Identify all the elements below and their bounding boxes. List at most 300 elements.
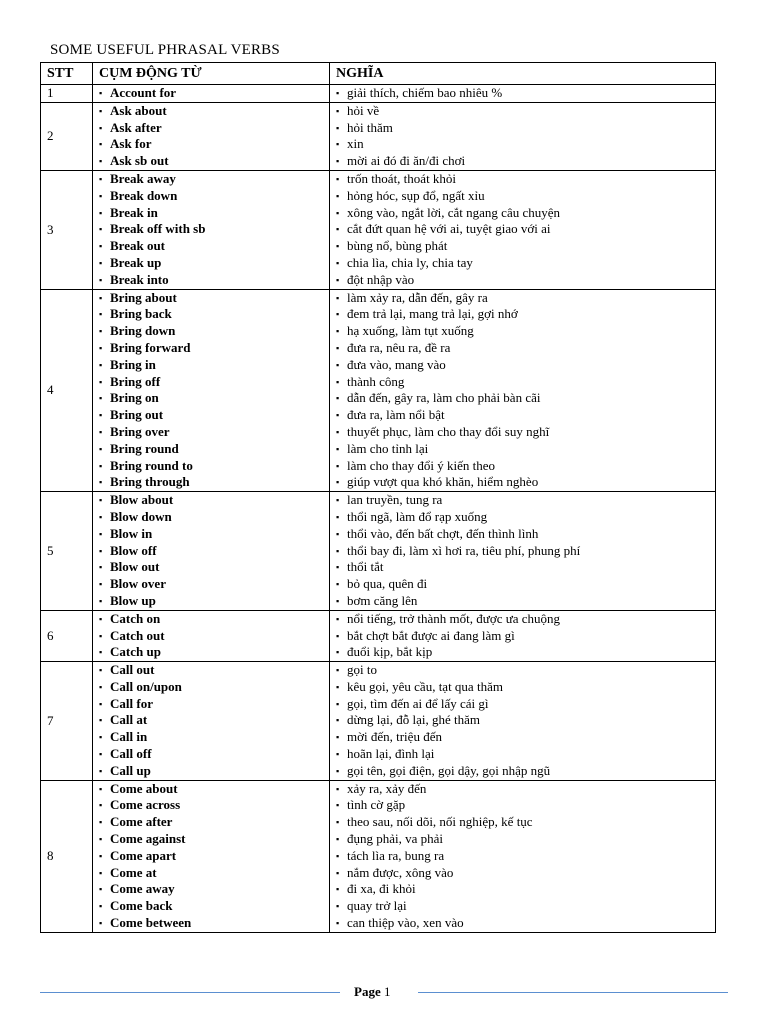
phrasal-verb-text: Bring forward: [110, 339, 191, 355]
bullet-icon: ▪: [99, 477, 103, 488]
meaning-text: cắt đứt quan hệ với ai, tuyệt giao với ai: [347, 221, 551, 237]
meaning-item: [336, 848, 709, 865]
phrasal-verb-text: Bring about: [110, 289, 177, 305]
meaning-text: hỏi về: [347, 102, 380, 118]
bullet-icon: ▪: [99, 613, 103, 624]
verb-cell: [93, 780, 330, 932]
bullet-icon: ▪: [336, 393, 340, 404]
bullet-icon: ▪: [99, 274, 103, 285]
phrasal-verb-text: Ask for: [110, 136, 152, 152]
bullet-icon: ▪: [99, 749, 103, 760]
phrasal-verb-text: Blow about: [110, 492, 174, 508]
phrasal-verb-text: Ask after: [110, 119, 162, 135]
phrasal-verb-text: Come apart: [110, 847, 177, 863]
bullet-icon: ▪: [99, 867, 103, 878]
bullet-icon: ▪: [336, 309, 340, 320]
meaning-text: hỏng hóc, sụp đổ, ngất xỉu: [347, 187, 485, 203]
meaning-text: tình cờ gặp: [347, 797, 406, 813]
phrasal-verb-item: [99, 290, 323, 307]
bullet-icon: ▪: [99, 359, 103, 370]
row-number: 2: [41, 102, 93, 170]
phrasal-verb-text: Bring on: [110, 390, 159, 406]
bullet-icon: ▪: [336, 274, 340, 285]
bullet-icon: ▪: [99, 732, 103, 743]
bullet-icon: ▪: [336, 867, 340, 878]
meaning-item: [336, 696, 709, 713]
phrasal-verb-item: [99, 848, 323, 865]
phrasal-verb-text: Break out: [110, 238, 166, 254]
meaning-text: đưa ra, nêu ra, đề ra: [347, 339, 451, 355]
phrasal-verb-item: [99, 153, 323, 170]
phrasal-verb-text: Call at: [110, 712, 148, 728]
phrasal-verb-item: [99, 679, 323, 696]
row-number: 4: [41, 289, 93, 492]
bullet-icon: ▪: [99, 156, 103, 167]
bullet-icon: ▪: [336, 647, 340, 658]
meaning-text: đi xa, đi khỏi: [347, 881, 416, 897]
phrasal-verb-item: [99, 357, 323, 374]
bullet-icon: ▪: [99, 173, 103, 184]
phrasal-verb-item: [99, 441, 323, 458]
table-row: [41, 492, 716, 611]
meaning-item: [336, 576, 709, 593]
bullet-icon: ▪: [336, 630, 340, 641]
bullet-icon: ▪: [336, 918, 340, 929]
document-title: SOME USEFUL PHRASAL VERBS: [50, 42, 280, 58]
phrasal-verb-text: Bring out: [110, 407, 164, 423]
bullet-icon: ▪: [99, 292, 103, 303]
phrasal-verb-text: Blow up: [110, 592, 156, 608]
bullet-icon: ▪: [336, 579, 340, 590]
phrasal-verb-item: [99, 205, 323, 222]
bullet-icon: ▪: [336, 749, 340, 760]
bullet-icon: ▪: [336, 207, 340, 218]
bullet-icon: ▪: [336, 122, 340, 133]
phrasal-verb-item: [99, 103, 323, 120]
phrasal-verb-text: Catch out: [110, 627, 165, 643]
bullet-icon: ▪: [99, 122, 103, 133]
phrasal-verb-item: [99, 543, 323, 560]
phrasal-verb-item: [99, 374, 323, 391]
header-verb: CỤM ĐỘNG TỪ: [93, 63, 330, 85]
meaning-item: [336, 526, 709, 543]
phrasal-verb-item: [99, 814, 323, 831]
meaning-item: [336, 746, 709, 763]
meaning-item: [336, 593, 709, 610]
phrasal-verb-item: [99, 272, 323, 289]
phrasal-verb-item: [99, 576, 323, 593]
bullet-icon: ▪: [99, 800, 103, 811]
phrasal-verb-text: Bring down: [110, 323, 176, 339]
phrasal-verb-item: [99, 729, 323, 746]
phrasal-verb-text: Account for: [110, 85, 177, 100]
row-number: 1: [41, 85, 93, 103]
meaning-text: đuổi kịp, bắt kịp: [347, 644, 433, 660]
row-number: 7: [41, 662, 93, 781]
meaning-text: làm xảy ra, dẫn đến, gây ra: [347, 289, 488, 305]
meaning-item: [336, 781, 709, 798]
phrasal-verb-text: Blow out: [110, 559, 160, 575]
bullet-icon: ▪: [99, 105, 103, 116]
bullet-icon: ▪: [99, 460, 103, 471]
bullet-icon: ▪: [99, 715, 103, 726]
verb-cell: [93, 492, 330, 611]
meaning-item: [336, 323, 709, 340]
bullet-icon: ▪: [336, 359, 340, 370]
meaning-text: hỏi thăm: [347, 119, 393, 135]
bullet-icon: ▪: [336, 800, 340, 811]
bullet-icon: ▪: [336, 410, 340, 421]
row-number: 3: [41, 170, 93, 289]
meaning-text: đụng phải, va phải: [347, 831, 444, 847]
meaning-item: [336, 272, 709, 289]
phrasal-verb-text: Break down: [110, 187, 178, 203]
bullet-icon: ▪: [336, 850, 340, 861]
meaning-cell: [330, 170, 716, 289]
meaning-text: tách lìa ra, bung ra: [347, 847, 445, 863]
bullet-icon: ▪: [99, 528, 103, 539]
bullet-icon: ▪: [99, 783, 103, 794]
meaning-item: [336, 509, 709, 526]
meaning-text: xảy ra, xảy đến: [347, 780, 427, 796]
phrasal-verb-text: Blow over: [110, 576, 166, 592]
phrasal-verb-text: Blow down: [110, 508, 172, 524]
meaning-item: [336, 831, 709, 848]
meaning-cell: [330, 610, 716, 661]
meaning-item: [336, 103, 709, 120]
meaning-item: [336, 679, 709, 696]
phrasal-verb-item: [99, 611, 323, 628]
phrasal-verb-text: Blow off: [110, 542, 157, 558]
bullet-icon: ▪: [336, 595, 340, 606]
meaning-text: đưa ra, làm nổi bật: [347, 407, 445, 423]
meaning-item: [336, 559, 709, 576]
meaning-text: lan truyền, tung ra: [347, 492, 443, 508]
phrasal-verb-item: [99, 390, 323, 407]
meaning-text: thổi vào, đến bất chợt, đến thình lình: [347, 525, 539, 541]
bullet-icon: ▪: [336, 241, 340, 252]
meaning-item: [336, 492, 709, 509]
phrasal-verb-text: Break off with sb: [110, 221, 206, 237]
meaning-text: mời đến, triệu đến: [347, 729, 442, 745]
phrasal-verb-item: [99, 559, 323, 576]
meaning-cell: [330, 662, 716, 781]
meaning-text: xông vào, ngắt lời, cắt ngang câu chuyện: [347, 204, 561, 220]
bullet-icon: ▪: [336, 426, 340, 437]
bullet-icon: ▪: [99, 511, 103, 522]
verb-cell: [93, 85, 330, 103]
meaning-item: [336, 814, 709, 831]
meaning-item: [336, 136, 709, 153]
meaning-item: [336, 797, 709, 814]
phrasal-verb-text: Call up: [110, 762, 151, 778]
phrasal-verb-text: Come away: [110, 881, 175, 897]
phrasal-verb-text: Blow in: [110, 525, 153, 541]
meaning-item: [336, 898, 709, 915]
meaning-text: gọi, tìm đến ai để lấy cái gì: [347, 695, 489, 711]
table-header-row: [41, 63, 716, 85]
meaning-item: [336, 153, 709, 170]
meaning-text: bùng nổ, bùng phát: [347, 238, 448, 254]
phrasal-verb-item: [99, 407, 323, 424]
meaning-cell: [330, 85, 716, 103]
bullet-icon: ▪: [336, 88, 340, 98]
meaning-item: [336, 120, 709, 137]
bullet-icon: ▪: [336, 698, 340, 709]
bullet-icon: ▪: [99, 817, 103, 828]
page-label: Page: [354, 984, 381, 999]
bullet-icon: ▪: [99, 918, 103, 929]
bullet-icon: ▪: [99, 630, 103, 641]
bullet-icon: ▪: [99, 850, 103, 861]
bullet-icon: ▪: [336, 613, 340, 624]
meaning-item: [336, 712, 709, 729]
meaning-cell: [330, 492, 716, 611]
meaning-item: [336, 662, 709, 679]
footer-rule-right: [418, 992, 728, 993]
phrasal-verb-item: [99, 221, 323, 238]
phrasal-verb-item: [99, 763, 323, 780]
phrasal-verb-item: [99, 797, 323, 814]
bullet-icon: ▪: [336, 681, 340, 692]
phrasal-verb-item: [99, 865, 323, 882]
meaning-item: [336, 458, 709, 475]
phrasal-verb-text: Break in: [110, 204, 158, 220]
meaning-text: nổi tiếng, trở thành mốt, được ưa chuộng: [347, 610, 561, 626]
bullet-icon: ▪: [99, 834, 103, 845]
phrasal-verb-text: Call out: [110, 662, 155, 678]
meaning-text: dẫn đến, gây ra, làm cho phải bàn cãi: [347, 390, 541, 406]
bullet-icon: ▪: [336, 156, 340, 167]
meaning-text: đột nhập vào: [347, 271, 415, 287]
bullet-icon: ▪: [99, 884, 103, 895]
table-row: [41, 610, 716, 661]
bullet-icon: ▪: [99, 190, 103, 201]
meaning-item: [336, 306, 709, 323]
phrasal-verb-item: [99, 628, 323, 645]
phrasal-verb-text: Bring in: [110, 356, 156, 372]
bullet-icon: ▪: [99, 207, 103, 218]
bullet-icon: ▪: [336, 884, 340, 895]
phrasal-verb-item: [99, 593, 323, 610]
meaning-text: xin: [347, 136, 364, 152]
phrasal-verb-text: Break into: [110, 271, 169, 287]
bullet-icon: ▪: [336, 224, 340, 235]
bullet-icon: ▪: [336, 834, 340, 845]
bullet-icon: ▪: [99, 426, 103, 437]
meaning-text: đưa vào, mang vào: [347, 356, 446, 372]
meaning-text: thuyết phục, làm cho thay đổi suy nghĩ: [347, 423, 550, 439]
bullet-icon: ▪: [336, 545, 340, 556]
bullet-icon: ▪: [99, 443, 103, 454]
bullet-icon: ▪: [336, 139, 340, 150]
phrasal-verb-item: [99, 696, 323, 713]
phrasal-verb-text: Bring back: [110, 306, 172, 322]
phrasal-verb-text: Call off: [110, 746, 152, 762]
verb-cell: [93, 289, 330, 492]
meaning-item: [336, 340, 709, 357]
phrasal-verb-item: [99, 712, 323, 729]
phrasal-verb-item: [99, 644, 323, 661]
page-footer: [40, 984, 728, 1004]
bullet-icon: ▪: [336, 665, 340, 676]
meaning-item: [336, 543, 709, 560]
meaning-text: dừng lại, đỗ lại, ghé thăm: [347, 712, 481, 728]
meaning-item: [336, 611, 709, 628]
header-meaning: NGHĨA: [330, 63, 716, 85]
phrasal-verb-item: [99, 85, 323, 102]
meaning-text: hoãn lại, đình lại: [347, 746, 435, 762]
meaning-text: chia lìa, chia ly, chia tay: [347, 254, 473, 270]
phrasal-verb-text: Call on/upon: [110, 678, 182, 694]
meaning-text: bắt chợt bắt được ai đang làm gì: [347, 627, 515, 643]
meaning-item: [336, 474, 709, 491]
meaning-text: mời ai đó đi ăn/đi chơi: [347, 153, 466, 169]
meaning-text: làm cho tỉnh lại: [347, 440, 429, 456]
phrasal-verb-text: Bring through: [110, 474, 190, 490]
meaning-text: bơm căng lên: [347, 592, 418, 608]
table-row: [41, 662, 716, 781]
bullet-icon: ▪: [336, 732, 340, 743]
phrasal-verb-text: Bring round to: [110, 457, 193, 473]
phrasal-verb-text: Break up: [110, 254, 162, 270]
bullet-icon: ▪: [336, 511, 340, 522]
phrasal-verb-text: Ask sb out: [110, 153, 169, 169]
footer-rule-left: [40, 992, 340, 993]
meaning-text: trốn thoát, thoát khỏi: [347, 170, 457, 186]
phrasal-verb-item: [99, 781, 323, 798]
bullet-icon: ▪: [336, 376, 340, 387]
meaning-item: [336, 407, 709, 424]
table-row: [41, 102, 716, 170]
phrasal-verb-item: [99, 458, 323, 475]
bullet-icon: ▪: [99, 309, 103, 320]
phrasal-verb-item: [99, 238, 323, 255]
phrasal-verb-item: [99, 340, 323, 357]
meaning-cell: [330, 289, 716, 492]
meaning-text: thành công: [347, 373, 405, 389]
bullet-icon: ▪: [336, 765, 340, 776]
meaning-text: bỏ qua, quên đi: [347, 576, 428, 592]
phrasal-verb-text: Catch up: [110, 644, 161, 660]
meaning-cell: [330, 780, 716, 932]
row-number: 6: [41, 610, 93, 661]
bullet-icon: ▪: [99, 88, 103, 98]
verb-cell: [93, 662, 330, 781]
meaning-item: [336, 628, 709, 645]
bullet-icon: ▪: [99, 665, 103, 676]
phrasal-verb-item: [99, 746, 323, 763]
phrasal-verb-text: Catch on: [110, 610, 161, 626]
meaning-text: can thiệp vào, xen vào: [347, 915, 464, 931]
bullet-icon: ▪: [336, 901, 340, 912]
meaning-item: [336, 357, 709, 374]
meaning-text: gọi to: [347, 662, 377, 678]
bullet-icon: ▪: [336, 562, 340, 573]
phrasal-verb-text: Bring off: [110, 373, 161, 389]
phrasal-verb-item: [99, 492, 323, 509]
bullet-icon: ▪: [99, 342, 103, 353]
phrasal-verb-item: [99, 898, 323, 915]
meaning-item: [336, 374, 709, 391]
meaning-text: giải thích, chiếm bao nhiêu %: [347, 85, 503, 100]
bullet-icon: ▪: [336, 460, 340, 471]
meaning-text: hạ xuống, làm tụt xuống: [347, 323, 474, 339]
phrasal-verb-text: Come between: [110, 915, 192, 931]
verb-cell: [93, 102, 330, 170]
phrasal-verb-item: [99, 136, 323, 153]
table-row: [41, 85, 716, 103]
table-row: [41, 289, 716, 492]
phrasal-verb-item: [99, 881, 323, 898]
bullet-icon: ▪: [99, 765, 103, 776]
meaning-text: thổi bay đi, làm xì hơi ra, tiêu phí, phung phí: [347, 542, 581, 558]
header-stt: STT: [41, 63, 93, 85]
meaning-item: [336, 171, 709, 188]
phrasal-verb-text: Come across: [110, 797, 181, 813]
meaning-text: giúp vượt qua khó khăn, hiểm nghèo: [347, 474, 539, 490]
phrasal-verb-item: [99, 424, 323, 441]
bullet-icon: ▪: [336, 105, 340, 116]
bullet-icon: ▪: [336, 190, 340, 201]
phrasal-verb-item: [99, 323, 323, 340]
bullet-icon: ▪: [99, 326, 103, 337]
meaning-item: [336, 915, 709, 932]
meaning-text: theo sau, nối dõi, nối nghiệp, kế tục: [347, 814, 533, 830]
meaning-item: [336, 255, 709, 272]
phrasal-verb-item: [99, 306, 323, 323]
bullet-icon: ▪: [99, 579, 103, 590]
phrasal-verb-text: Call in: [110, 729, 148, 745]
phrasal-verb-item: [99, 188, 323, 205]
bullet-icon: ▪: [336, 715, 340, 726]
phrasal-verb-item: [99, 171, 323, 188]
phrasal-verb-item: [99, 831, 323, 848]
meaning-item: [336, 205, 709, 222]
meaning-item: [336, 424, 709, 441]
bullet-icon: ▪: [99, 595, 103, 606]
phrasal-verbs-table: [40, 62, 716, 933]
meaning-item: [336, 865, 709, 882]
bullet-icon: ▪: [99, 698, 103, 709]
meaning-text: thổi tắt: [347, 559, 384, 575]
bullet-icon: ▪: [336, 342, 340, 353]
phrasal-verb-text: Bring over: [110, 423, 170, 439]
bullet-icon: ▪: [99, 376, 103, 387]
meaning-item: [336, 188, 709, 205]
meaning-text: nắm được, xông vào: [347, 864, 454, 880]
bullet-icon: ▪: [99, 224, 103, 235]
phrasal-verb-text: Bring round: [110, 440, 179, 456]
phrasal-verb-item: [99, 474, 323, 491]
bullet-icon: ▪: [336, 173, 340, 184]
bullet-icon: ▪: [99, 495, 103, 506]
phrasal-verb-item: [99, 662, 323, 679]
phrasal-verb-item: [99, 120, 323, 137]
row-number: 5: [41, 492, 93, 611]
meaning-item: [336, 290, 709, 307]
phrasal-verb-text: Come back: [110, 898, 173, 914]
meaning-item: [336, 729, 709, 746]
meaning-item: [336, 644, 709, 661]
bullet-icon: ▪: [99, 241, 103, 252]
meaning-text: làm cho thay đổi ý kiến theo: [347, 457, 496, 473]
table-row: [41, 170, 716, 289]
phrasal-verb-text: Come at: [110, 864, 157, 880]
meaning-item: [336, 441, 709, 458]
phrasal-verb-text: Break away: [110, 170, 176, 186]
meaning-item: [336, 390, 709, 407]
